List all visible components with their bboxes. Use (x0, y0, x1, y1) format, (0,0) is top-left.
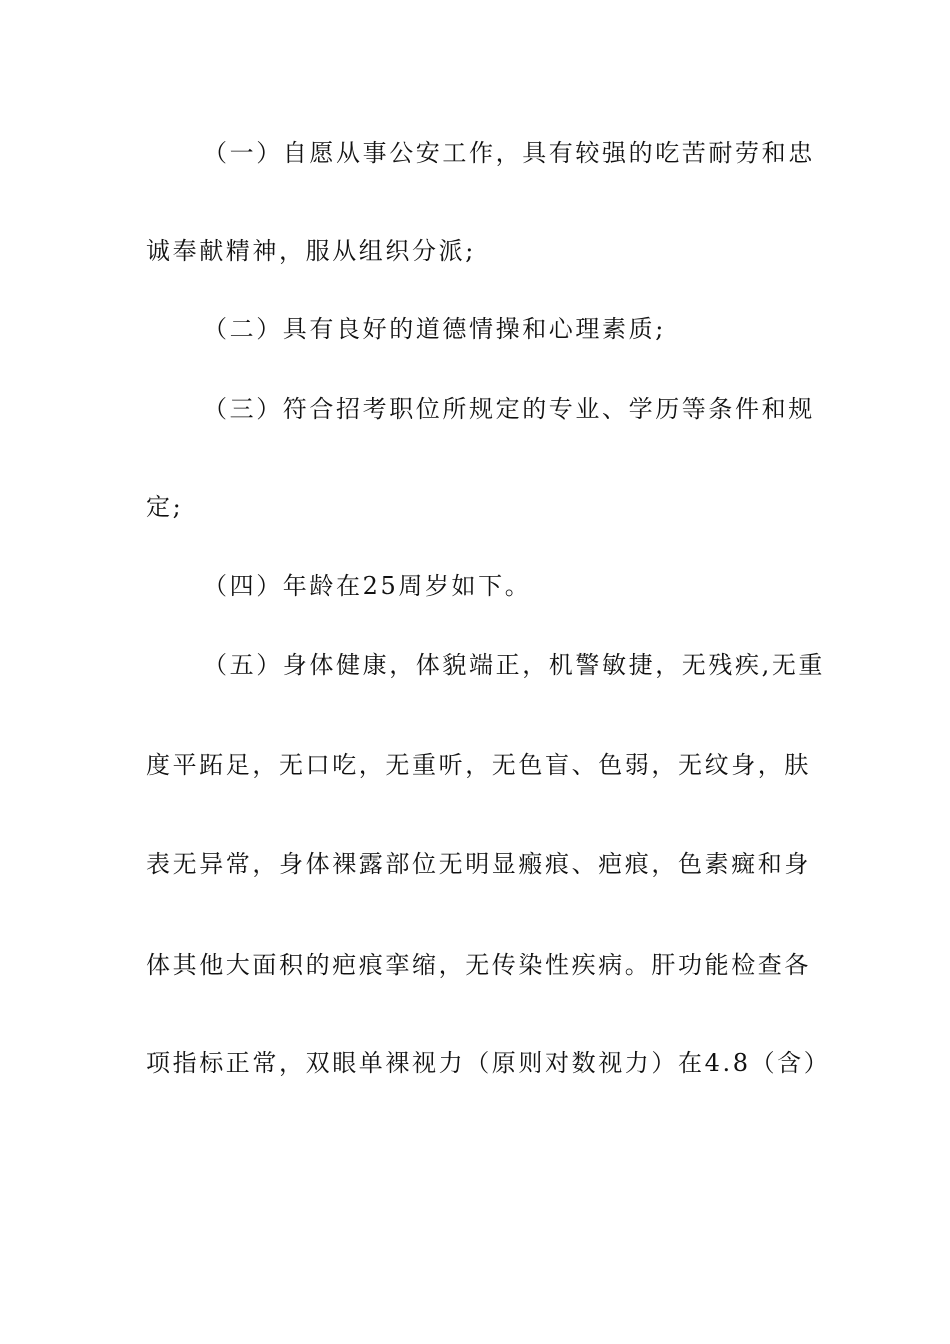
paragraph-line: （一）自愿从事公安工作，具有较强的吃苦耐劳和忠 (203, 139, 815, 167)
paragraph-line: （二）具有良好的道德情操和心理素质; (203, 315, 666, 343)
paragraph-line: 项指标正常，双眼单裸视力（原则对数视力）在4.8（含） (146, 1049, 831, 1077)
paragraph-line: （四）年龄在25周岁如下。 (203, 572, 532, 600)
paragraph-line: 度平跖足，无口吃，无重听，无色盲、色弱，无纹身，肤 (146, 751, 811, 779)
paragraph-line: 体其他大面积的疤痕挛缩，无传染性疾病。肝功能检查各 (146, 951, 811, 979)
paragraph-line: 定; (146, 493, 184, 521)
paragraph-line: 诚奉献精神，服从组织分派; (146, 237, 476, 265)
paragraph-line: （三）符合招考职位所规定的专业、学历等条件和规 (203, 395, 815, 423)
paragraph-line: （五）身体健康，体貌端正，机警敏捷，无残疾,无重 (203, 651, 826, 679)
paragraph-line: 表无异常，身体裸露部位无明显瘢痕、疤痕，色素癍和身 (146, 850, 811, 878)
